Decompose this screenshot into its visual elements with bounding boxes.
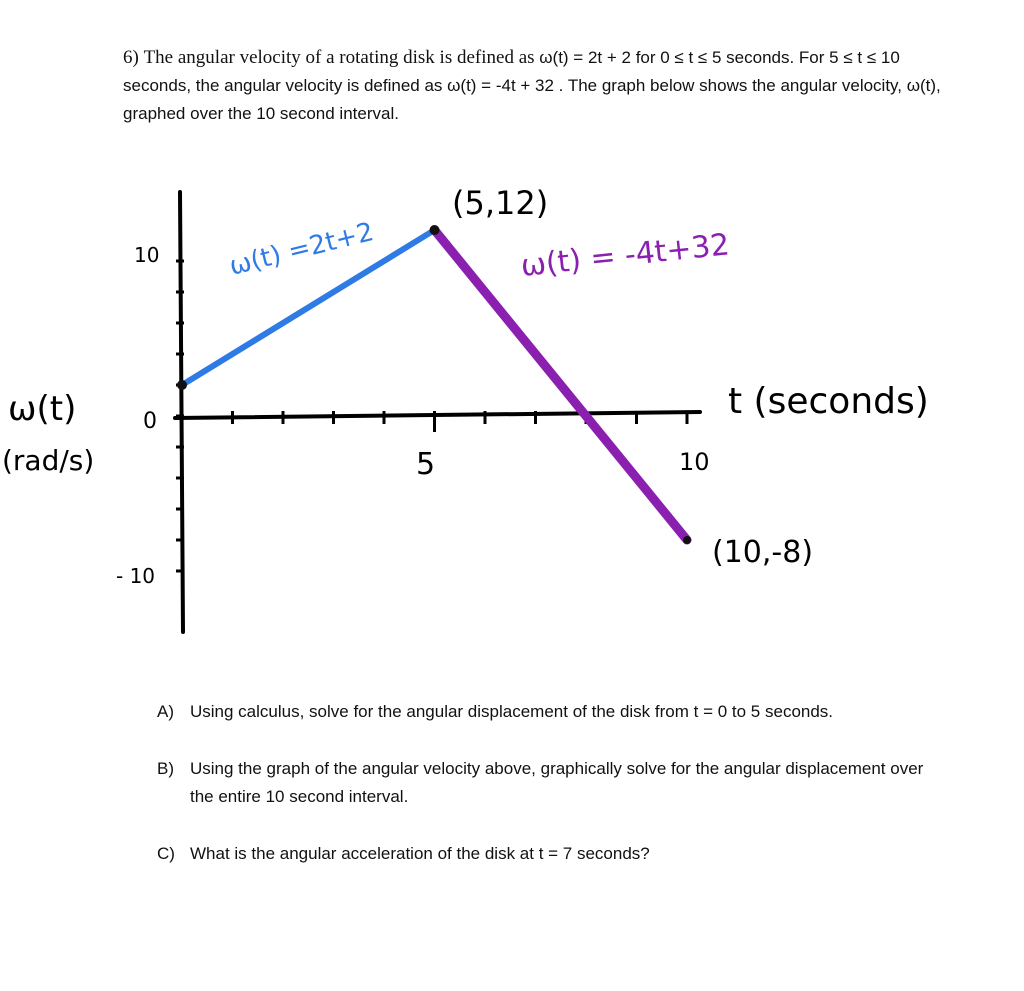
y-tick-label-10: 10 [134, 243, 160, 267]
series-label-1: ω(t) =2t+2 [226, 217, 377, 282]
problem-intro: The angular velocity of a rotating disk is defined as [143, 47, 535, 68]
data-point-start [177, 380, 187, 390]
question-b-text: Using the graph of the angular velocity above, graphically solve for the angular displacement over the entire 10 second interval. [190, 759, 924, 806]
x-tick-label-10: 10 [679, 448, 710, 476]
question-b-label: B) [157, 759, 174, 778]
series-label-2: ω(t) = -4t+32 [519, 227, 732, 284]
y-tick-label-neg10: - 10 [116, 564, 156, 588]
question-c-label: C) [157, 844, 175, 863]
problem-statement [123, 44, 953, 128]
point-label-end: (10,-8) [712, 535, 814, 570]
problem-number: 6) [123, 47, 139, 68]
velocity-graph [0, 170, 1024, 650]
question-b [157, 755, 947, 811]
y-axis [180, 192, 183, 632]
y-axis-label: ω(t) [8, 389, 77, 429]
x-axis [175, 412, 700, 418]
question-a-label: A) [157, 702, 174, 721]
point-label-peak: (5,12) [452, 184, 549, 222]
question-c [157, 840, 947, 868]
x-tick-label-5: 5 [416, 447, 436, 482]
data-point-end [683, 536, 691, 544]
question-a-text: Using calculus, solve for the angular displacement of the disk from t = 0 to 5 seconds. [190, 702, 834, 721]
problem-equations: ω(t) = 2t + 2 for 0 ≤ t ≤ 5 seconds. For 5 ≤ t ≤ 10 seconds, the angular velocity is defined as ω(t) = -4t + 32 . The graph below shows the angular velocity, ω(t), graphed over the 10 second interval. [123, 48, 941, 123]
x-axis-label: t (seconds) [728, 381, 929, 422]
data-point-peak [430, 225, 440, 235]
y-tick-label-0: 0 [143, 409, 157, 434]
y-axis-units: (rad/s) [2, 444, 95, 477]
question-c-text: What is the angular acceleration of the disk at t = 7 seconds? [190, 844, 650, 863]
question-a [157, 698, 947, 726]
